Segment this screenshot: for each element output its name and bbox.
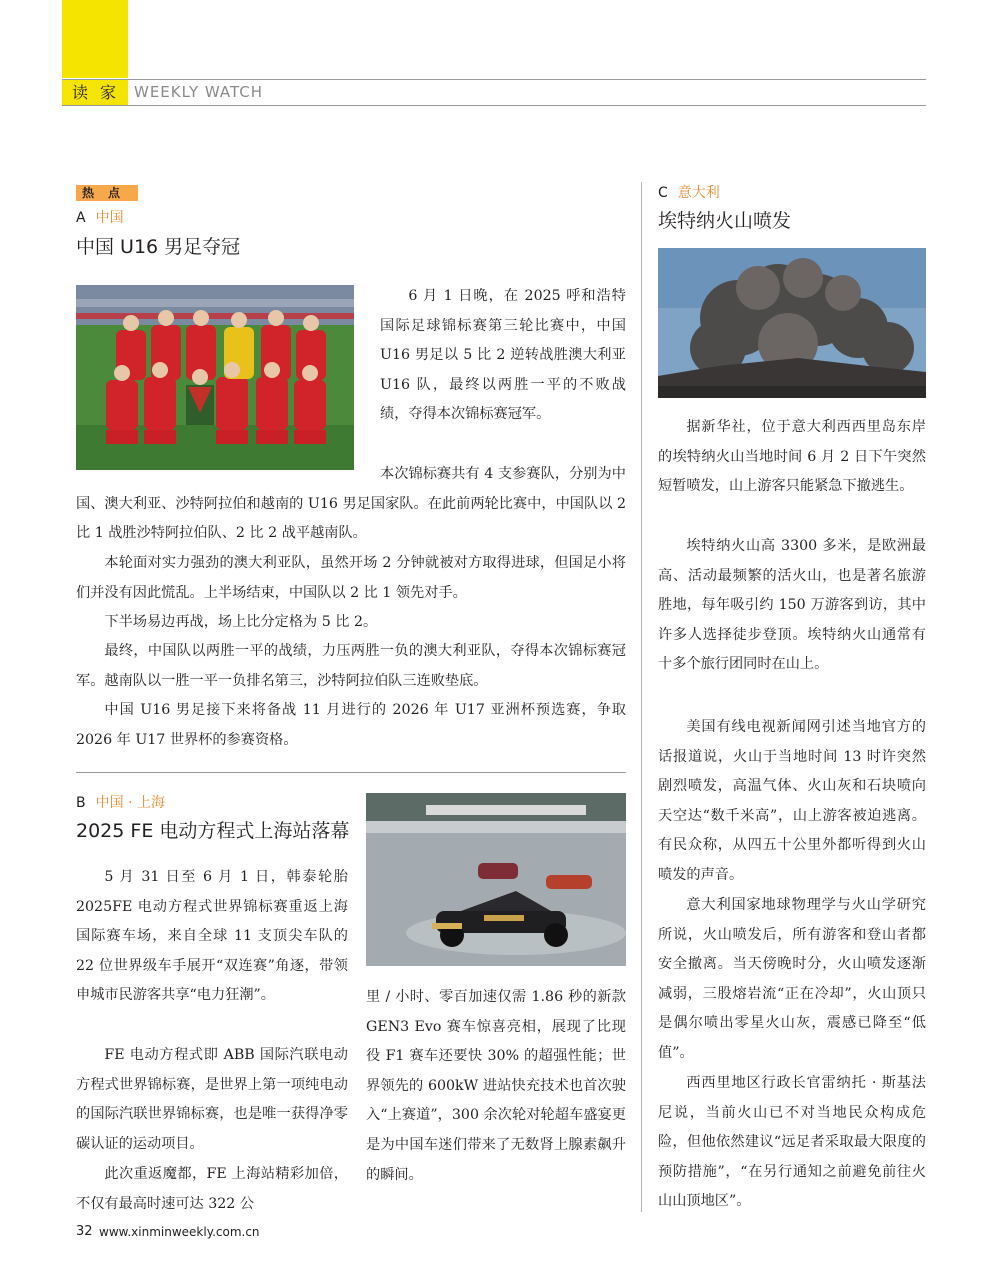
- section-c-letter: C: [658, 185, 668, 201]
- section-c-paragraph-5: 西西里地区行政长官雷纳托 · 斯基法尼说，当前火山已不对当地民众构成危险，但他依然建议“远足者采取最大限度的预防措施”，“在另行通知之前避免前往火山山顶地区”。: [658, 1075, 926, 1210]
- section-b-paragraph-1: 5 月 31 日至 6 月 1 日，韩泰轮胎 2025FE 电动方程式世界锦标赛重返上海国际赛车场，来自全球 11 支顶尖车队的 22 位世界级车手展开“双连赛”角逐，带领申城市民游客共享“电力狂潮”。: [76, 869, 348, 1004]
- section-brand: 读家: [62, 80, 128, 105]
- section-b-region: 中国 · 上海: [95, 795, 165, 811]
- section-c-paragraph-2: 埃特纳火山高 3300 多米，是欧洲最高、活动最频繁的活火山，也是著名旅游胜地，每年吸引约 150 万游客到访，其中许多人选择徒步登顶。埃特纳火山通常有十多个旅行团同时在山上。: [658, 538, 926, 673]
- website-url[interactable]: www.xinminweekly.com.cn: [99, 1225, 260, 1239]
- section-a-paragraph-1: 6 月 1 日晚，在 2025 呼和浩特国际足球锦标赛第三轮比赛中，中国 U16 男足以 5 比 2 逆转战胜澳大利亚 U16 队，最终以两胜一平的不败战绩，夺得本次锦标赛冠军。: [380, 288, 626, 423]
- section-subtitle: WEEKLY WATCH: [134, 83, 264, 101]
- section-a-title: 中国 U16 男足夺冠: [76, 236, 241, 258]
- section-c-paragraph-1: 据新华社，位于意大利西西里岛东岸的埃特纳火山当地时间 6 月 2 日下午突然短暂喷发，山上游客只能紧急下撤逃生。: [658, 419, 926, 495]
- volcano-eruption-photo: [658, 248, 926, 398]
- formula-e-photo: [366, 793, 626, 966]
- section-c-label: [658, 184, 720, 202]
- section-b-label: [76, 794, 165, 812]
- section-b-letter: B: [76, 795, 86, 811]
- section-c-region: 意大利: [677, 185, 720, 201]
- section-divider: [76, 772, 626, 773]
- column-divider: [641, 182, 642, 1212]
- section-b-title: 2025 FE 电动方程式上海站落幕: [76, 820, 350, 842]
- formula-e-photo-image: [366, 793, 626, 966]
- header-rule-bottom: [62, 105, 926, 106]
- section-a-paragraph-3: 本轮面对实力强劲的澳大利亚队，虽然开场 2 分钟就被对方取得进球，但国足小将们并没有因此慌乱。上半场结束，中国队以 2 比 1 领先对手。: [76, 555, 626, 601]
- section-b-paragraph-4: 里 / 小时、零百加速仅需 1.86 秒的新款 GEN3 Evo 赛车惊喜亮相，展现了比现役 F1 赛车还要快 30% 的超强性能；世界领先的 600kW 进站快充技术也首次驶入“上赛道”，300 余次轮对轮超车盛宴更是为中国车迷们带来了无数肾上腺素飙升的瞬间。: [366, 989, 626, 1183]
- section-a-label: [76, 209, 124, 227]
- section-c-paragraph-3: 美国有线电视新闻网引述当地官方的话报道说，火山于当地时间 13 时许突然剧烈喷发，高温气体、火山灰和石块喷向天空达“数千米高”，山上游客被迫逃离。有民众称，从四五十公里外都听得到火山喷发的声音。: [658, 719, 926, 883]
- header-color-tab: [62, 0, 128, 78]
- section-a-paragraph-2: 本次锦标赛共有 4 支参赛队，分别为中国、澳大利亚、沙特阿拉伯和越南的 U16 男足国家队。在此前两轮比赛中，中国队以 2 比 1 战胜沙特阿拉伯队、2 比 2 战平越南队。: [76, 466, 626, 542]
- hot-badge: 热点: [76, 185, 138, 201]
- section-a-region: 中国: [95, 210, 124, 226]
- section-a-paragraph-4: 下半场易边再战，场上比分定格为 5 比 2。: [104, 614, 378, 630]
- section-b-paragraph-2: FE 电动方程式即 ABB 国际汽联电动方程式世界锦标赛，是世界上第一项纯电动的国际汽联世界锦标赛，也是唯一获得净零碳认证的运动项目。: [76, 1047, 348, 1152]
- football-team-photo: [76, 285, 354, 470]
- section-b-paragraph-3: 此次重返魔都，FE 上海站精彩加倍，不仅有最高时速可达 322 公: [76, 1166, 348, 1212]
- page-number: 32: [76, 1224, 93, 1239]
- volcano-eruption-photo-image: [658, 248, 926, 398]
- section-c-title: 埃特纳火山喷发: [658, 210, 792, 232]
- section-a-paragraph-5: 最终，中国队以两胜一平的战绩，力压两胜一负的澳大利亚队，夺得本次锦标赛冠军。越南队以一胜一平一负排名第三，沙特阿拉伯队三连败垫底。: [76, 643, 626, 689]
- section-a-letter: A: [76, 210, 86, 226]
- football-team-photo-image: [76, 285, 354, 470]
- section-c-paragraph-4: 意大利国家地球物理学与火山学研究所说，火山喷发后，所有游客和登山者都安全撤离。当天傍晚时分，火山喷发逐渐减弱，三股熔岩流“正在冷却”，火山顶只是偶尔喷出零星火山灰，震感已降至“低值”。: [658, 897, 926, 1061]
- section-a-paragraph-6: 中国 U16 男足接下来将备战 11 月进行的 2026 年 U17 亚洲杯预选赛，争取 2026 年 U17 世界杯的参赛资格。: [76, 702, 626, 748]
